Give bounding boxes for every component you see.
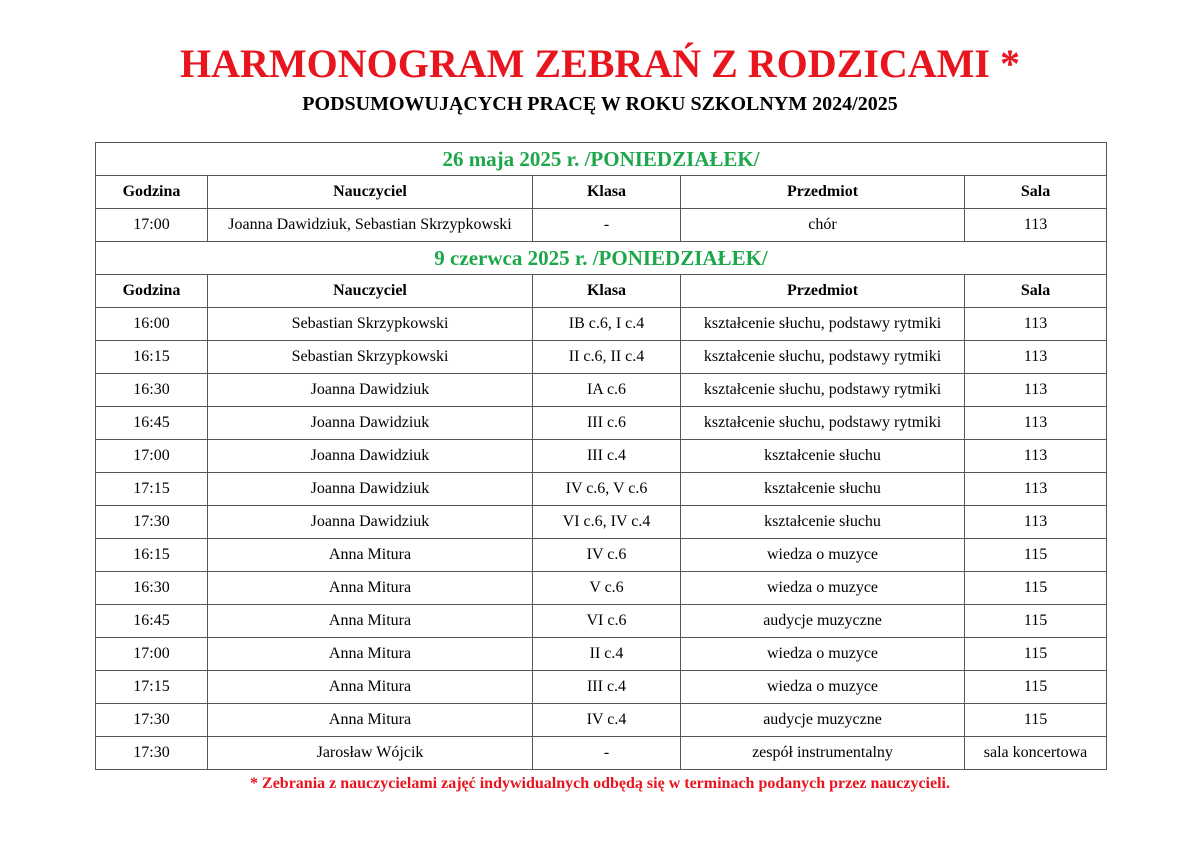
table-row	[96, 440, 1107, 473]
cell-room: 113	[965, 407, 1107, 440]
cell-teacher: Anna Mitura	[208, 704, 533, 737]
date-row	[96, 143, 1107, 176]
schedule-body	[96, 143, 1107, 770]
footnote: * Zebrania z nauczycielami zajęć indywidualnych odbędą się w terminach podanych przez nauczycieli.	[250, 775, 950, 792]
cell-class: IV c.6	[533, 539, 681, 572]
date-row	[96, 242, 1107, 275]
cell-teacher: Anna Mitura	[208, 572, 533, 605]
cell-subject: kształcenie słuchu	[681, 506, 965, 539]
table-row	[96, 572, 1107, 605]
table-row	[96, 341, 1107, 374]
cell-subject: kształcenie słuchu, podstawy rytmiki	[681, 374, 965, 407]
cell-time: 16:45	[96, 407, 208, 440]
cell-subject: audycje muzyczne	[681, 704, 965, 737]
cell-class: V c.6	[533, 572, 681, 605]
cell-teacher: Anna Mitura	[208, 605, 533, 638]
cell-class: VI c.6, IV c.4	[533, 506, 681, 539]
cell-room: 115	[965, 539, 1107, 572]
cell-teacher: Joanna Dawidziuk	[208, 374, 533, 407]
column-header-room: Sala	[965, 275, 1107, 308]
page-subtitle: PODSUMOWUJĄCYCH PRACĘ W ROKU SZKOLNYM 2024/2025	[302, 93, 898, 115]
table-row	[96, 209, 1107, 242]
cell-room: 115	[965, 671, 1107, 704]
cell-teacher: Anna Mitura	[208, 638, 533, 671]
cell-class: IB c.6, I c.4	[533, 308, 681, 341]
cell-teacher: Sebastian Skrzypkowski	[208, 308, 533, 341]
section-date: 26 maja 2025 r. /PONIEDZIAŁEK/	[96, 143, 1107, 176]
cell-room: 115	[965, 605, 1107, 638]
cell-room: 113	[965, 341, 1107, 374]
cell-time: 16:15	[96, 539, 208, 572]
cell-time: 17:15	[96, 473, 208, 506]
cell-subject: kształcenie słuchu, podstawy rytmiki	[681, 308, 965, 341]
table-row	[96, 308, 1107, 341]
column-header-time: Godzina	[96, 275, 208, 308]
cell-class: III c.6	[533, 407, 681, 440]
cell-time: 17:30	[96, 704, 208, 737]
table-row	[96, 473, 1107, 506]
cell-subject: chór	[681, 209, 965, 242]
cell-subject: kształcenie słuchu	[681, 473, 965, 506]
cell-room: 115	[965, 572, 1107, 605]
cell-class: VI c.6	[533, 605, 681, 638]
cell-class: III c.4	[533, 440, 681, 473]
table-row	[96, 506, 1107, 539]
column-header-class: Klasa	[533, 176, 681, 209]
cell-teacher: Joanna Dawidziuk, Sebastian Skrzypkowski	[208, 209, 533, 242]
table-row	[96, 638, 1107, 671]
cell-class: -	[533, 737, 681, 770]
table-row	[96, 737, 1107, 770]
cell-time: 17:00	[96, 209, 208, 242]
cell-subject: wiedza o muzyce	[681, 539, 965, 572]
cell-room: sala koncertowa	[965, 737, 1107, 770]
cell-class: IV c.6, V c.6	[533, 473, 681, 506]
cell-teacher: Joanna Dawidziuk	[208, 440, 533, 473]
header-row	[96, 176, 1107, 209]
column-header-time: Godzina	[96, 176, 208, 209]
column-header-teacher: Nauczyciel	[208, 275, 533, 308]
cell-teacher: Joanna Dawidziuk	[208, 473, 533, 506]
cell-room: 115	[965, 704, 1107, 737]
cell-time: 17:30	[96, 506, 208, 539]
column-header-teacher: Nauczyciel	[208, 176, 533, 209]
cell-class: IV c.4	[533, 704, 681, 737]
cell-time: 16:30	[96, 374, 208, 407]
column-header-subject: Przedmiot	[681, 176, 965, 209]
cell-room: 113	[965, 440, 1107, 473]
cell-room: 113	[965, 374, 1107, 407]
cell-class: -	[533, 209, 681, 242]
cell-subject: kształcenie słuchu, podstawy rytmiki	[681, 407, 965, 440]
cell-time: 16:45	[96, 605, 208, 638]
section-date: 9 czerwca 2025 r. /PONIEDZIAŁEK/	[96, 242, 1107, 275]
schedule-table	[95, 142, 1107, 770]
cell-class: II c.4	[533, 638, 681, 671]
cell-class: IA c.6	[533, 374, 681, 407]
column-header-subject: Przedmiot	[681, 275, 965, 308]
table-row	[96, 539, 1107, 572]
table-row	[96, 374, 1107, 407]
cell-teacher: Sebastian Skrzypkowski	[208, 341, 533, 374]
cell-time: 16:00	[96, 308, 208, 341]
table-row	[96, 671, 1107, 704]
page-title: HARMONOGRAM ZEBRAŃ Z RODZICAMI *	[180, 41, 1020, 86]
cell-room: 113	[965, 473, 1107, 506]
cell-teacher: Joanna Dawidziuk	[208, 506, 533, 539]
cell-room: 113	[965, 506, 1107, 539]
cell-room: 113	[965, 209, 1107, 242]
table-row	[96, 704, 1107, 737]
cell-teacher: Joanna Dawidziuk	[208, 407, 533, 440]
cell-room: 113	[965, 308, 1107, 341]
cell-teacher: Anna Mitura	[208, 671, 533, 704]
cell-teacher: Jarosław Wójcik	[208, 737, 533, 770]
cell-subject: zespół instrumentalny	[681, 737, 965, 770]
cell-time: 17:00	[96, 638, 208, 671]
cell-subject: kształcenie słuchu	[681, 440, 965, 473]
cell-subject: audycje muzyczne	[681, 605, 965, 638]
table-row	[96, 407, 1107, 440]
cell-subject: wiedza o muzyce	[681, 638, 965, 671]
cell-time: 17:30	[96, 737, 208, 770]
cell-time: 17:00	[96, 440, 208, 473]
cell-subject: kształcenie słuchu, podstawy rytmiki	[681, 341, 965, 374]
cell-teacher: Anna Mitura	[208, 539, 533, 572]
column-header-class: Klasa	[533, 275, 681, 308]
table-row	[96, 605, 1107, 638]
cell-subject: wiedza o muzyce	[681, 572, 965, 605]
cell-class: II c.6, II c.4	[533, 341, 681, 374]
cell-subject: wiedza o muzyce	[681, 671, 965, 704]
header-row	[96, 275, 1107, 308]
column-header-room: Sala	[965, 176, 1107, 209]
cell-class: III c.4	[533, 671, 681, 704]
cell-time: 17:15	[96, 671, 208, 704]
cell-room: 115	[965, 638, 1107, 671]
cell-time: 16:30	[96, 572, 208, 605]
cell-time: 16:15	[96, 341, 208, 374]
